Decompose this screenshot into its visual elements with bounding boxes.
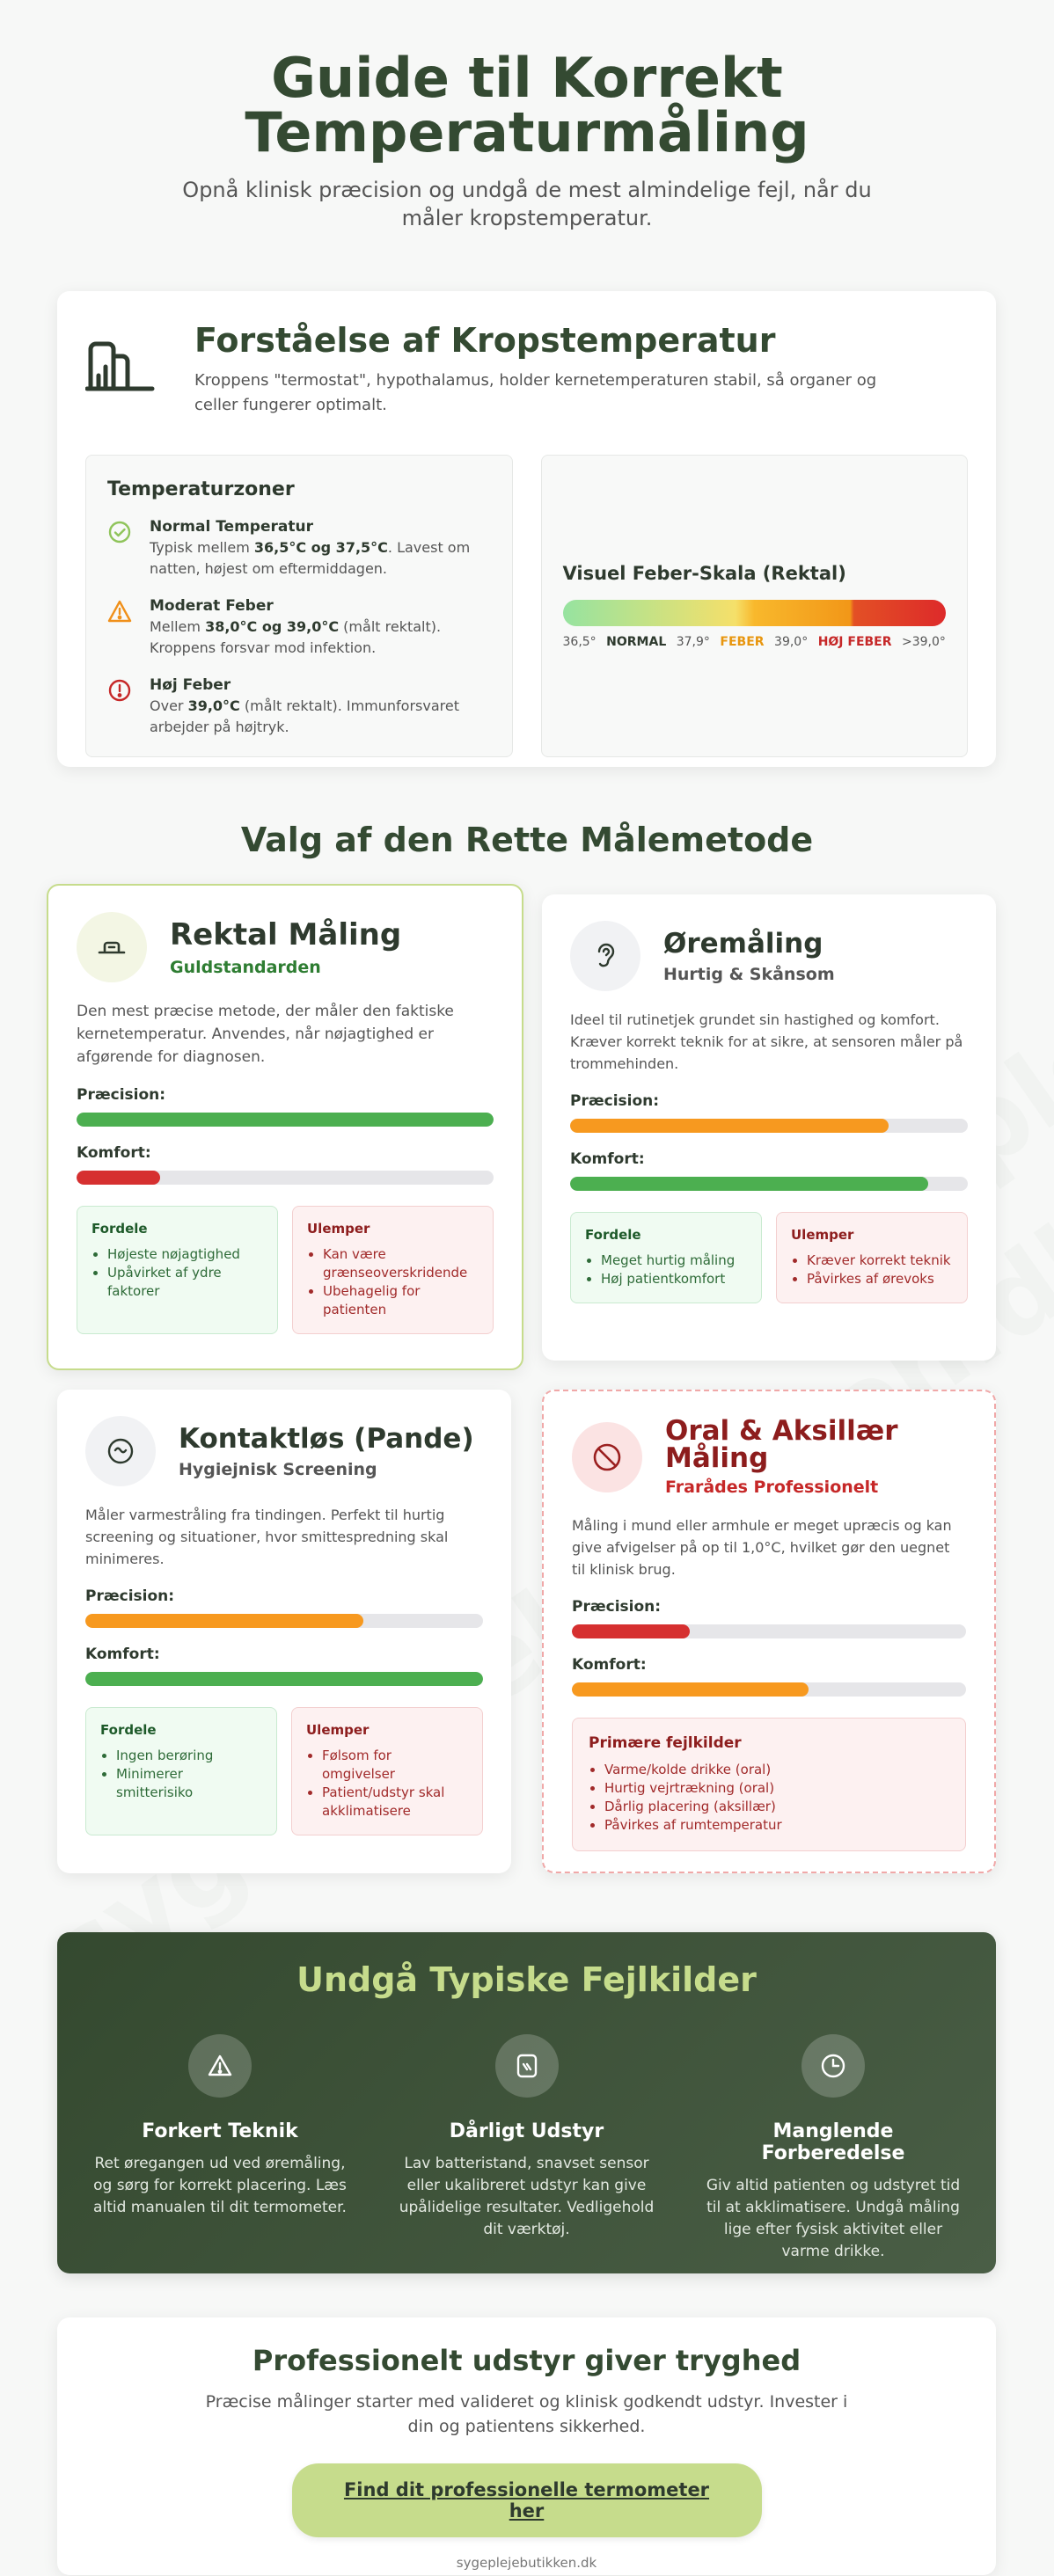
page-title: Guide til Korrekt Temperaturmåling xyxy=(245,46,809,164)
method-title: Rektal Måling xyxy=(170,917,402,952)
alert-circle-icon xyxy=(107,678,132,703)
pitfalls-section xyxy=(57,1932,996,2273)
find-thermometer-button[interactable]: Find dit professionelle termometer her xyxy=(292,2463,762,2537)
precision-bar xyxy=(572,1624,966,1638)
method-subtitle: Guldstandarden xyxy=(170,958,321,977)
method-card-rectal: Rektal Måling Guldstandarden Den mest præcise metode, der måler den faktiske kernetemperatur. Anvendes, når nøjagtighed er afgørende for diagnosen. Præcision: Komfort: Fordele • Højeste nøjagtighed • Upåvirket af ydre faktorer Ulemper • Kan være grænseoverskridende • Ubehagelig for patienten xyxy=(47,884,523,1370)
method-description: Måler varmestråling fra tindingen. Perfekt til hurtig screening og situationer, hvor smittespredning skal minimeres. xyxy=(85,1507,449,1567)
zone-moderate-fever: Moderat Feber Mellem 38,0°C og 39,0°C (målt rektalt). Kroppens forsvar mod infektion. xyxy=(107,597,491,659)
understanding-title: Forståelse af Kropstemperatur xyxy=(194,321,776,360)
page-subtitle: Opnå klinisk præcision og undgå de mest almindelige fejl, når du måler kropstemperatur. xyxy=(182,178,872,230)
pitfalls-title: Undgå Typiske Fejlkilder xyxy=(296,1960,757,1999)
understanding-card xyxy=(57,291,996,767)
comfort-bar xyxy=(570,1177,968,1191)
pitfall-equipment: Dårligt Udstyr Lav batteristand, snavset sensor eller ukalibreret udstyr kan give upålidelige resultater. Vedligehold dit værktøj. xyxy=(399,2034,655,2263)
pitfall-preparation: Manglende Forberedelse Giv altid patienten og udstyret tid til at akklimatisere. Undgå måling lige efter fysisk aktivitet eller varme drikke. xyxy=(706,2034,961,2263)
pros-box: Fordele • Ingen berøring • Minimerer smitterisiko xyxy=(85,1707,277,1835)
warning-icon xyxy=(188,2034,252,2098)
comfort-bar xyxy=(572,1682,966,1697)
zones-title: Temperaturzoner xyxy=(107,478,295,500)
method-title: Oral & Aksillær Måling xyxy=(665,1415,898,1474)
ear-icon xyxy=(570,921,640,991)
method-subtitle: Frarådes Professionelt xyxy=(665,1478,879,1497)
zone-high-fever: Høj Feber Over 39,0°C (målt rektalt). Immunforsvaret arbejder på højtryk. xyxy=(107,676,491,738)
cons-box: Ulemper • Kræver korrekt teknik • Påvirkes af ørevoks xyxy=(776,1212,968,1303)
pros-box: Fordele • Højeste nøjagtighed • Upåvirket af ydre faktorer xyxy=(77,1206,278,1334)
comfort-bar xyxy=(85,1672,483,1686)
method-description: Ideel til rutinetjek grundet sin hastighed og komfort. Kræver korrekt teknik for at sikre, at sensoren måler på trommehinden. xyxy=(570,1011,963,1072)
cta-text: Præcise målinger starter med valideret og klinisk godkendt udstyr. Invester i din og patientens sikkerhed. xyxy=(205,2392,848,2436)
device-icon xyxy=(495,2034,559,2098)
hero xyxy=(0,0,1054,232)
fever-scale-bar xyxy=(563,600,947,626)
site-name: sygeplejebutikken.dk xyxy=(456,2555,597,2571)
thermometer-gauge-icon xyxy=(85,340,156,411)
method-card-contactless: Kontaktløs (Pande) Hygiejnisk Screening Måler varmestråling fra tindingen. Perfekt til hurtig screening og situationer, hvor smittespredning skal minimeres. Præcision: Komfort: Fordele • Ingen berøring • Minimerer smitterisiko Ulemper • Følsom for omgivelser • Patient/udstyr skal akklimatisere xyxy=(57,1390,511,1873)
scale-title: Visuel Feber-Skala (Rektal) xyxy=(562,563,846,584)
clock-icon xyxy=(801,2034,865,2098)
method-card-oral-axillary: Oral & Aksillær Måling Frarådes Professionelt Måling i mund eller armhule er meget upræcis og kan give afvigelser på op til 1,0°C, hvilket gør den uegnet til klinisk brug. Præcision: Komfort: Primære fejlkilder • Varme/kolde drikke (oral) • Hurtig vejrtrækning (oral) • Dårlig placering (aksillær) • Påvirkes af rumtemperatur xyxy=(542,1390,996,1873)
cons-box: Ulemper • Kan være grænseoverskridende • Ubehagelig for patienten xyxy=(292,1206,494,1334)
method-title: Kontaktløs (Pande) xyxy=(179,1423,474,1455)
method-title: Øremåling xyxy=(663,928,823,960)
method-card-ear: Øremåling Hurtig & Skånsom Ideel til rutinetjek grundet sin hastighed og komfort. Kræver korrekt teknik for at sikre, at sensoren måler på trommehinden. Præcision: Komfort: Fordele • Meget hurtig måling • Høj patientkomfort Ulemper • Kræver korrekt teknik • Påvirkes af ørevoks xyxy=(542,894,996,1361)
pitfall-technique: Forkert Teknik Ret øregangen ud ved øremåling, og sørg for korrekt placering. Læs altid manualen til dit termometer. xyxy=(92,2034,348,2263)
cta-title: Professionelt udstyr giver tryghed xyxy=(252,2344,801,2377)
scale-labels: 36,5° NORMAL 37,9° FEBER 39,0° HØJ FEBER >39,0° xyxy=(562,635,946,649)
precision-bar xyxy=(570,1119,968,1133)
comfort-bar xyxy=(77,1171,494,1185)
pros-box: Fordele • Meget hurtig måling • Høj patientkomfort xyxy=(570,1212,762,1303)
method-description: Den mest præcise metode, der måler den faktiske kernetemperatur. Anvendes, når nøjagtighed er afgørende for diagnosen. xyxy=(77,1003,454,1066)
warning-triangle-icon xyxy=(107,599,132,624)
fever-scale-panel xyxy=(541,455,969,757)
precision-bar xyxy=(77,1113,494,1127)
prohibited-icon xyxy=(572,1422,642,1492)
error-sources-box: Primære fejlkilder • Varme/kolde drikke (oral) • Hurtig vejrtrækning (oral) • Dårlig placering (aksillær) • Påvirkes af rumtemperatur xyxy=(572,1718,966,1851)
method-subtitle: Hygiejnisk Screening xyxy=(179,1460,377,1479)
methods-title: Valg af den Rette Målemetode xyxy=(240,821,814,859)
understanding-description: Kroppens "termostat", hypothalamus, holder kernetemperaturen stabil, så organer og celler fungerer optimalt. xyxy=(194,371,877,414)
zone-normal: Normal Temperatur Typisk mellem 36,5°C og 37,5°C. Lavest om natten, højest om eftermiddagen. xyxy=(107,518,491,580)
rectal-thermometer-icon xyxy=(77,912,147,982)
check-circle-icon xyxy=(107,520,132,544)
temperature-zones-panel xyxy=(85,455,513,757)
cons-box: Ulemper • Følsom for omgivelser • Patient/udstyr skal akklimatisere xyxy=(291,1707,483,1835)
method-subtitle: Hurtig & Skånsom xyxy=(663,965,835,984)
precision-bar xyxy=(85,1614,483,1628)
forehead-scan-icon xyxy=(85,1416,156,1486)
cta-card xyxy=(57,2317,996,2575)
method-description: Måling i mund eller armhule er meget upræcis og kan give afvigelser på op til 1,0°C, hvilket gør den uegnet til klinisk brug. xyxy=(572,1517,952,1578)
